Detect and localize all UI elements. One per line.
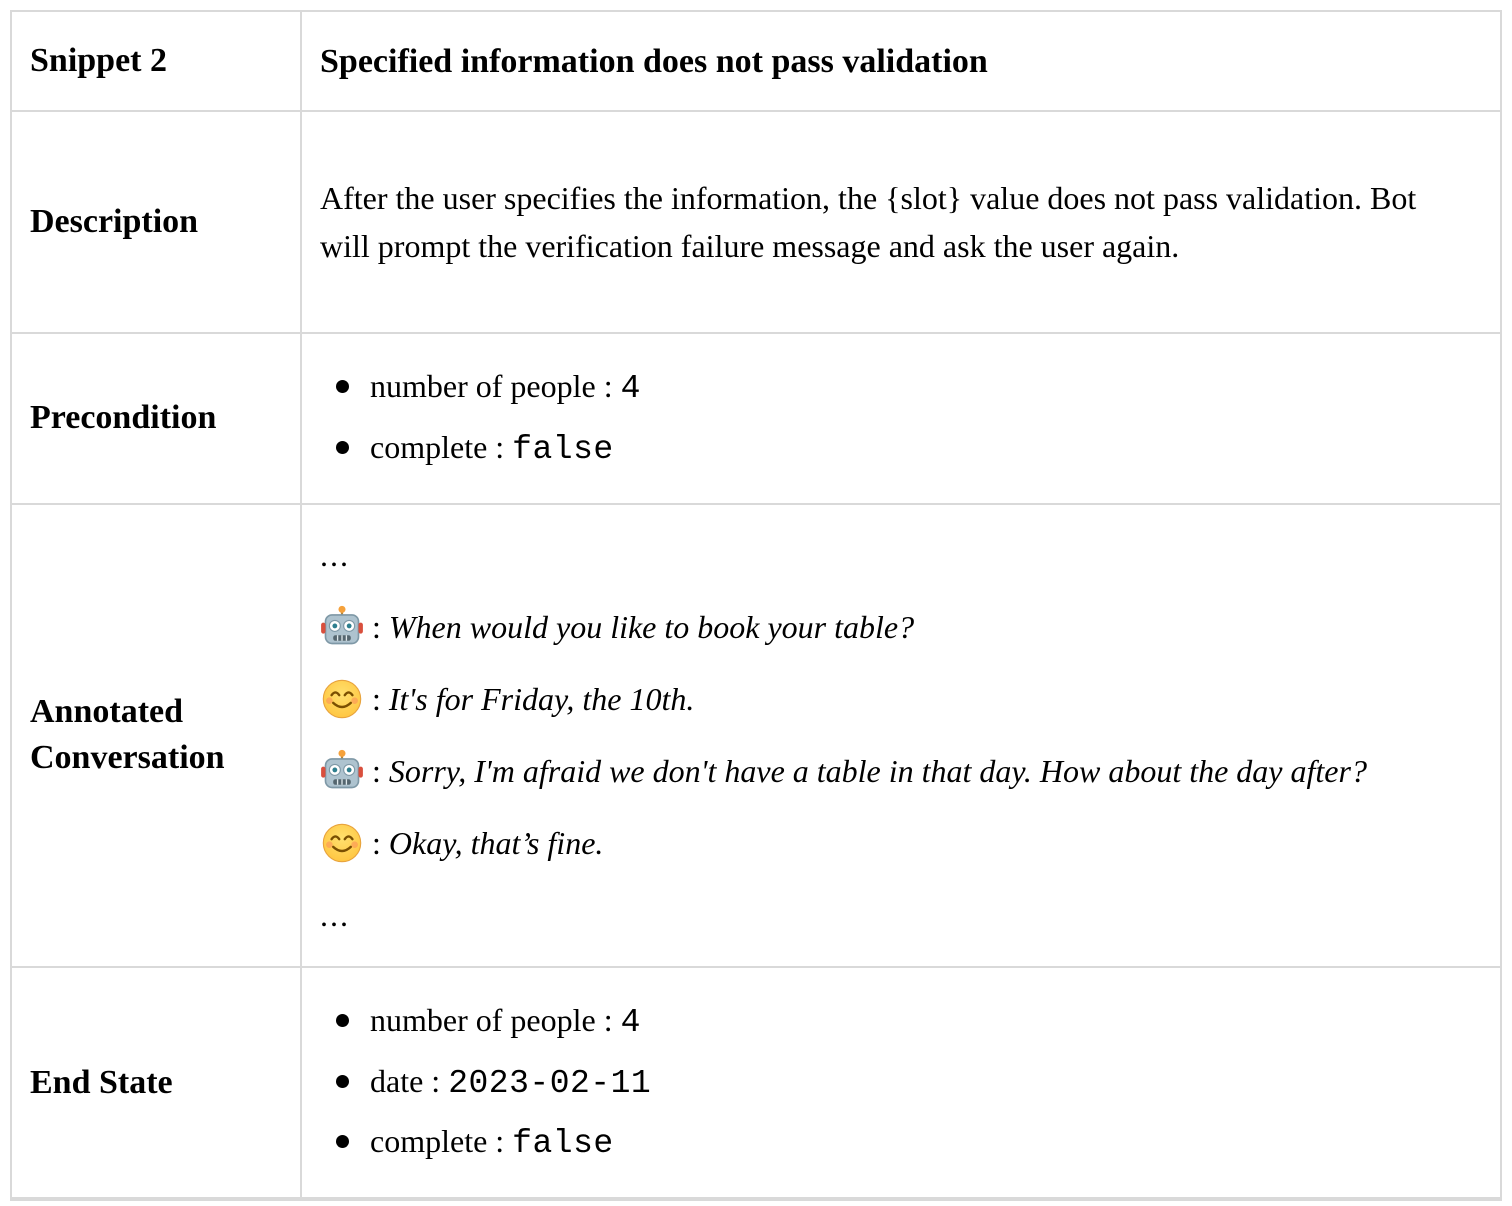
smiling-face-emoji-icon [320,821,364,865]
end-state-cell [301,967,1501,1200]
table-row-description [11,111,1501,333]
state-item [336,424,1474,474]
description-text: After the user specifies the information, the {slot} value does not pass validation. Bot will prompt the verification failure message and ask the user again. [301,111,1501,333]
conversation-cell [301,504,1501,967]
message-bot [320,603,1474,651]
state-key: number of people : [370,1001,621,1038]
end-state-list [320,997,1474,1169]
table-row-precondition [11,333,1501,504]
robot-emoji-icon [320,749,364,793]
message-colon: : [364,825,389,862]
snippet-title: Specified information does not pass validation [301,11,1501,111]
row-label-annotated-conversation: Annotated Conversation [11,504,301,967]
snippet-label: Snippet 2 [11,11,301,111]
table-row-header [11,11,1501,111]
message-text: Sorry, I'm afraid we don't have a table in that day. How about the day after? [388,753,1367,790]
robot-emoji-icon [320,605,364,649]
state-value: 2023-02-11 [448,1064,652,1102]
message-text: It's for Friday, the 10th. [388,681,695,718]
state-key: number of people : [370,368,621,404]
precondition-cell [301,333,1501,504]
state-value: 4 [620,370,641,407]
state-key: complete : [370,428,513,465]
conversation-ellipsis: ... [320,537,350,574]
state-value: 4 [620,1003,641,1041]
state-item [336,1118,1474,1168]
row-label-description: Description [11,111,301,333]
message-colon: : [364,609,389,646]
message-user [320,819,1474,867]
row-label-end-state: End State [11,967,301,1200]
snippet-table [10,10,1502,1201]
table-row-conversation [11,504,1501,967]
table-row-end-state [11,967,1501,1200]
smiling-face-emoji-icon [320,677,364,721]
message-bot [320,747,1474,795]
message-colon: : [364,681,389,718]
state-item [336,997,1474,1047]
state-item [336,363,1474,413]
state-item [336,1058,1474,1108]
state-key: date : [370,1062,449,1099]
message-text: Okay, that’s fine. [388,825,604,862]
message-text: When would you like to book your table? [388,609,915,646]
row-label-precondition: Precondition [11,333,301,504]
conversation [320,531,1474,939]
conversation-ellipsis: ... [320,897,350,934]
message-colon: : [364,753,389,790]
precondition-list [320,363,1474,474]
state-key: complete : [370,1123,513,1160]
message-user [320,675,1474,723]
state-value: false [512,1125,614,1163]
state-value: false [512,430,614,468]
